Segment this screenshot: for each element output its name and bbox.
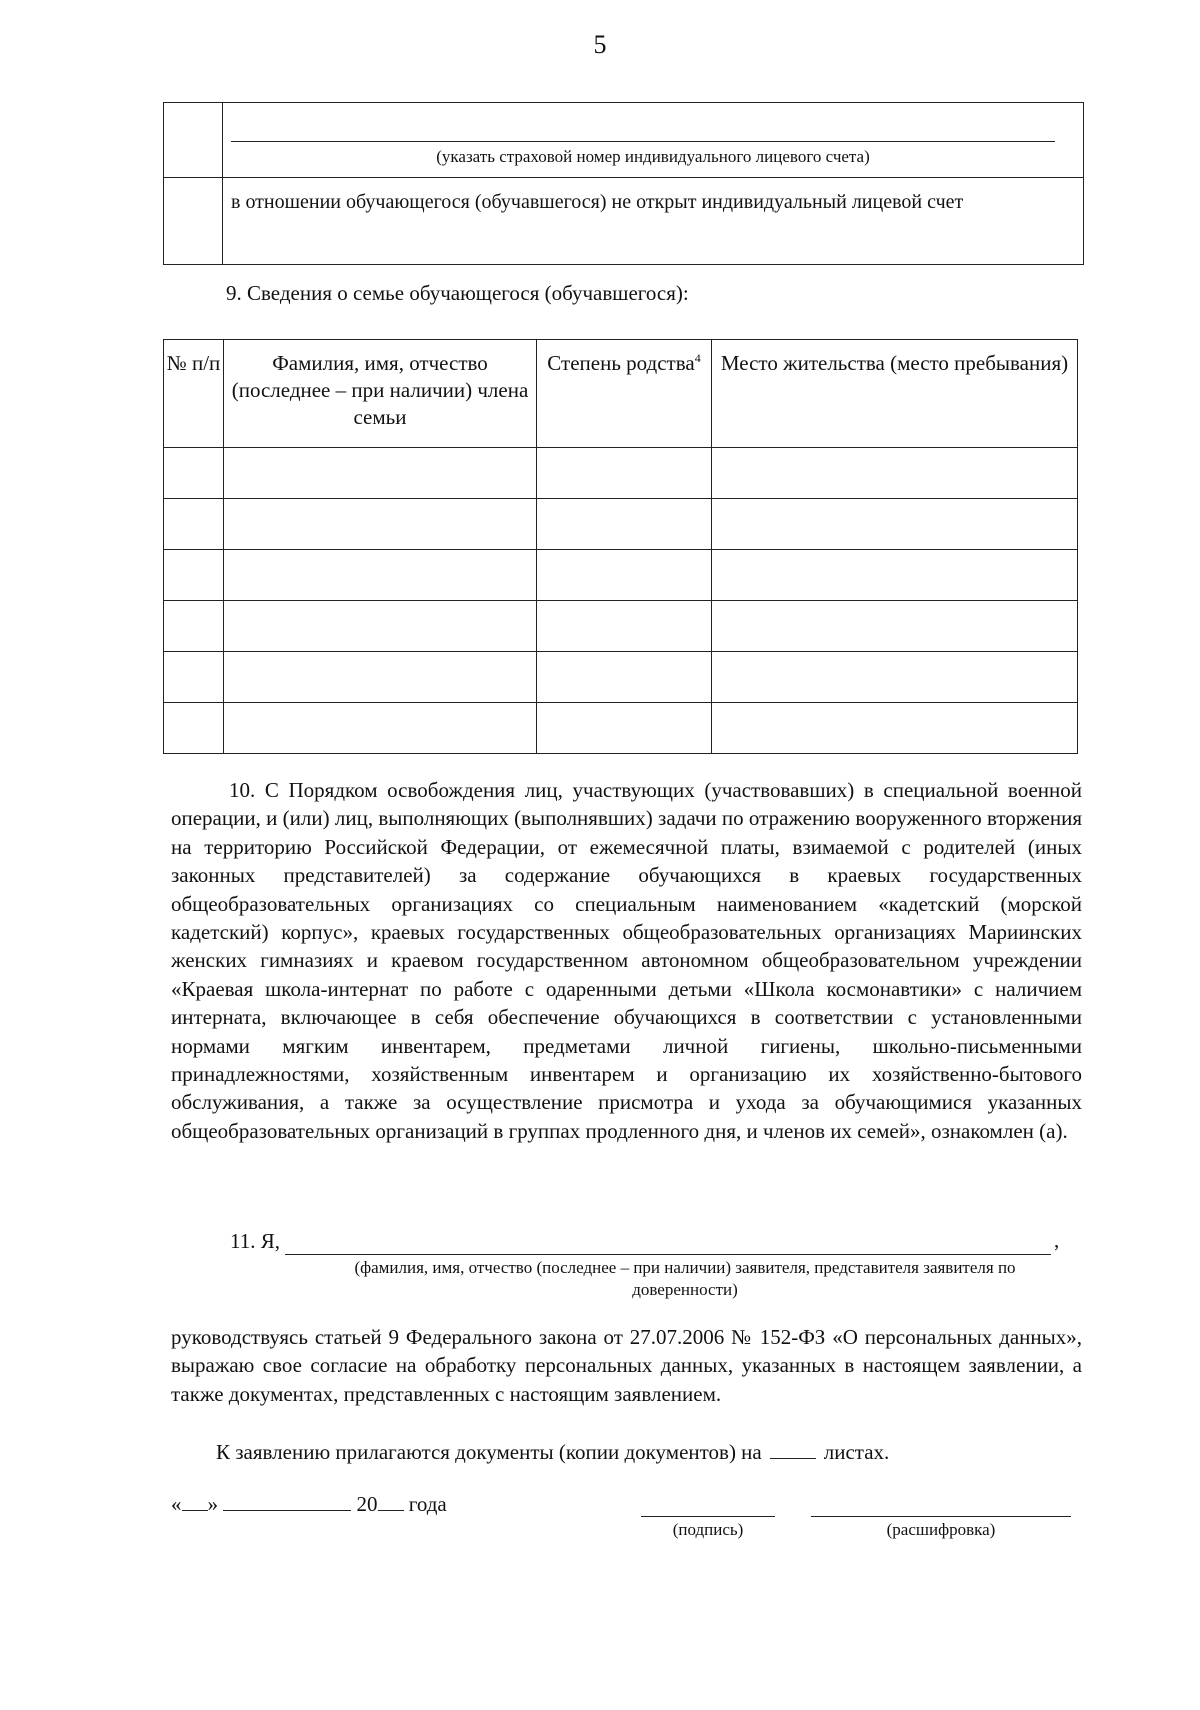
family-row	[164, 652, 1078, 703]
family-row-num-cell[interactable]	[164, 550, 224, 601]
family-row-fio-cell[interactable]	[224, 550, 537, 601]
applicant-name-caption: (фамилия, имя, отчество (последнее – при наличии) заявителя, представителя заявителя по доверенности)	[354, 1258, 1016, 1299]
family-row-relation-cell[interactable]	[537, 550, 712, 601]
family-row-fio-cell[interactable]	[224, 499, 537, 550]
family-row-num-cell[interactable]	[164, 448, 224, 499]
family-row	[164, 703, 1078, 754]
family-row-num-cell[interactable]	[164, 652, 224, 703]
family-row-relation-cell[interactable]	[537, 601, 712, 652]
day-blank[interactable]	[182, 1494, 208, 1511]
year-suffix: года	[408, 1492, 447, 1516]
family-row	[164, 499, 1078, 550]
family-table	[163, 339, 1078, 754]
family-row-residence-cell[interactable]	[712, 550, 1078, 601]
decoding-caption: (расшифровка)	[886, 1520, 996, 1539]
snils-input-line[interactable]	[231, 141, 1055, 142]
column-header-residence: Место жительства (место пребывания)	[712, 340, 1078, 448]
year-prefix: 20	[356, 1492, 378, 1516]
sheets-count-blank[interactable]	[770, 1440, 816, 1459]
snils-checkbox-cell[interactable]	[164, 103, 223, 178]
quote-close: »	[207, 1492, 218, 1516]
snils-table	[163, 102, 1084, 265]
family-row-num-cell[interactable]	[164, 703, 224, 754]
family-row-fio-cell[interactable]	[224, 652, 537, 703]
no-account-text: в отношении обучающегося (обучавшегося) не открыт индивидуальный лицевой счет	[223, 178, 1084, 265]
snils-caption: (указать страховой номер индивидуального лицевого счета)	[436, 147, 870, 166]
month-blank[interactable]	[223, 1494, 351, 1511]
family-row	[164, 448, 1078, 499]
signature-caption: (подпись)	[672, 1520, 744, 1539]
no-account-checkbox-cell[interactable]	[164, 178, 223, 265]
family-row-residence-cell[interactable]	[712, 703, 1078, 754]
column-header-fio: Фамилия, имя, отчество (последнее – при наличии) члена семьи	[224, 340, 537, 448]
consent-text: руководствуясь статьей 9 Федерального закона от 27.07.2006 № 152-ФЗ «О персональных данных», выражаю свое согласие на обработку персональных данных, указанных в настоящем заявлении, а также документах, представленных с настоящим заявлением.	[171, 1325, 1082, 1406]
family-row-fio-cell[interactable]	[224, 601, 537, 652]
family-row-relation-cell[interactable]	[537, 499, 712, 550]
column-header-num: № п/п	[164, 340, 224, 448]
page-number: 5	[593, 30, 607, 59]
date-row	[171, 1492, 447, 1517]
family-row-residence-cell[interactable]	[712, 601, 1078, 652]
family-row-fio-cell[interactable]	[224, 703, 537, 754]
applicant-name-input-line[interactable]	[285, 1254, 1051, 1255]
family-row	[164, 550, 1078, 601]
snils-field-cell[interactable]	[223, 103, 1084, 178]
attachments-prefix: К заявлению прилагаются документы (копии документов) на	[216, 1440, 762, 1464]
attachments-suffix: листах.	[823, 1440, 890, 1464]
family-table-body	[164, 448, 1078, 754]
quote-open: «	[171, 1492, 182, 1516]
family-row-residence-cell[interactable]	[712, 448, 1078, 499]
section-9-heading: 9. Сведения о семье обучающегося (обучавшегося):	[226, 281, 689, 305]
family-row-residence-cell[interactable]	[712, 499, 1078, 550]
decoding-blank[interactable]	[811, 1516, 1071, 1517]
section-11-label: 11. Я,	[230, 1229, 280, 1253]
family-row	[164, 601, 1078, 652]
family-row-fio-cell[interactable]	[224, 448, 537, 499]
family-row-residence-cell[interactable]	[712, 652, 1078, 703]
signature-blank[interactable]	[641, 1516, 775, 1517]
family-row-relation-cell[interactable]	[537, 448, 712, 499]
attachments-line	[216, 1440, 889, 1465]
year-blank[interactable]	[378, 1494, 404, 1511]
column-header-relation	[537, 340, 712, 448]
relation-footnote: 4	[694, 351, 701, 365]
relation-label: Степень родства	[547, 351, 695, 375]
family-row-relation-cell[interactable]	[537, 703, 712, 754]
section-11-comma: ,	[1054, 1228, 1060, 1252]
family-row-num-cell[interactable]	[164, 601, 224, 652]
family-row-relation-cell[interactable]	[537, 652, 712, 703]
section-10-text: 10. С Порядком освобождения лиц, участвующих (участвовавших) в специальной военной операции, и (или) лиц, выполняющих (выполнявших) задачи по отражению вооруженного вторжения на территорию Российской Федерации, от ежемесячной платы, взимаемой с родителей (иных законных представителей) за содержание обучающихся в краевых государственных общеобразовательных организациях со специальным наименованием «кадетский (морской кадетский) корпус», краевых государственных общеобразовательных организациях Мариинских женских гимназиях и краевом государственном автономном общеобразовательном учреждении «Краевая школа-интернат по работе с одаренными детьми «Школа космонавтики» с наличием интерната, включающее в себя обеспечение обучающихся в соответствии с установленными нормами мягким инвентарем, предметами личной гигиены, школьно-письменными принадлежностями, хозяйственным инвентарем и организацию их хозяйственно-бытового обслуживания, а также за осуществление присмотра и ухода за обучающимися указанных общеобразовательных организаций в группах продленного дня, и членов их семей», ознакомлен (а).	[171, 778, 1082, 1143]
family-row-num-cell[interactable]	[164, 499, 224, 550]
